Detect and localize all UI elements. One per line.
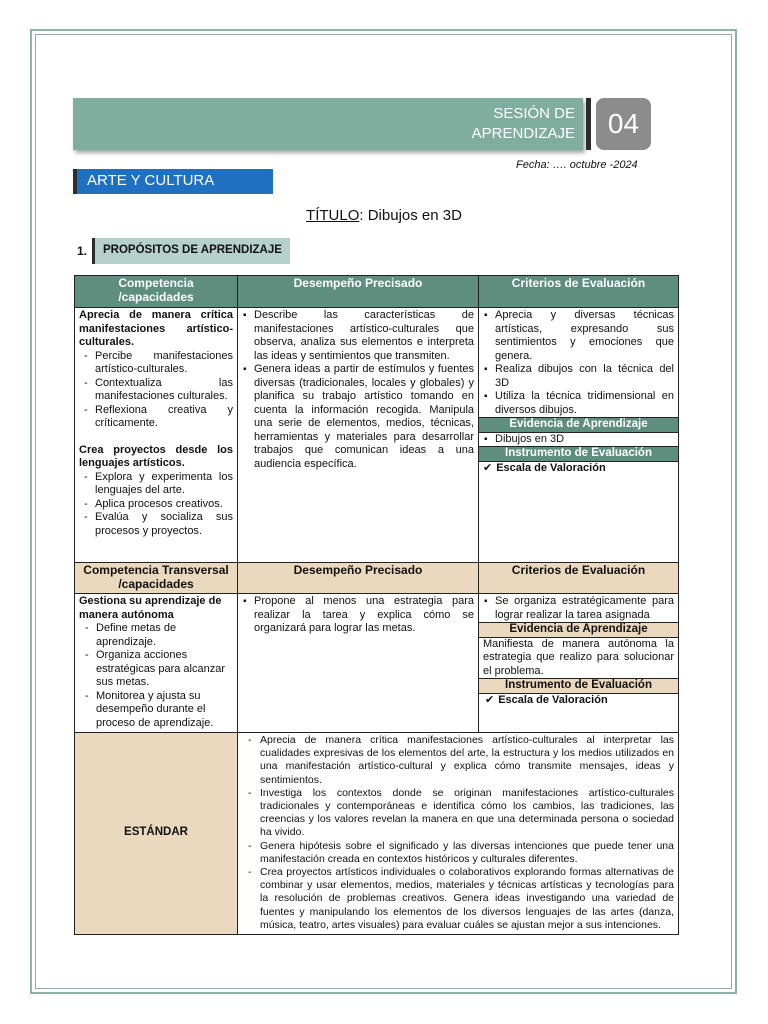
section-heading: PROPÓSITOS DE APRENDIZAJE — [92, 238, 290, 264]
competencia-1-caps — [79, 350, 233, 431]
competencia-2-caps — [79, 471, 233, 539]
estandar-label: ESTÁNDAR — [75, 733, 238, 935]
instrumento-item — [483, 462, 674, 476]
desempenos-list — [242, 309, 474, 471]
instrumento-heading: Instrumento de Evaluación — [479, 446, 678, 462]
competencia-2-title: Crea proyectos desde los lenguajes artísticos. — [79, 443, 233, 469]
table-row-estandar — [75, 733, 679, 935]
title-label: TÍTULO — [306, 207, 360, 224]
cap-item: - Define metas de aprendizaje. — [96, 622, 233, 649]
instrumento-text: Escala de Valoración — [496, 461, 606, 474]
estandar-item: - Investiga los contextos donde se originan manifestaciones artístico-culturales tradicionales y contemporáneas e identifica cómo los cambios, las tradiciones, las creencias y los valores revelan la manera en que una determinada persona o sociedad ha vivido. — [260, 787, 674, 840]
competencia-transversal-cell — [75, 594, 238, 733]
estandar-item: - Aprecia de manera crítica manifestaciones artístico-culturales al interpretar las cualidades expresivas de los elementos del arte, la estructura y los medios utilizados en una manifestación artístico-cultural y explica cómo transmite mensajes, ideas y sentimientos. — [260, 734, 674, 787]
cap-item: - Monitorea y ajusta su desempeño durante el proceso de aprendizaje. — [96, 690, 233, 731]
desempeno-t-list — [242, 595, 474, 636]
criterio-item: ▪ Utiliza la técnica tridimensional en diversos dibujos. — [495, 390, 674, 417]
cap-item: - Explora y experimenta los lenguajes del arte. — [95, 471, 233, 498]
evidencia-heading: Evidencia de Aprendizaje — [479, 417, 678, 433]
estandar-item: - Genera hipótesis sobre el significado y las diversas intenciones que puede tener una manifestación creada en contextos históricos y culturales diferentes. — [260, 840, 674, 866]
cap-item: - Contextualiza las manifestaciones culturales. — [95, 377, 233, 404]
instrumento-t-heading: Instrumento de Evaluación — [479, 678, 678, 694]
estandar-item: - Crea proyectos artísticos individuales o colaborativos explorando formas alternativas de combinar y usar elementos, medios, materiales y técnicas artísticas y tecnologías para la resolución de problemas creativos. Genera ideas investigando una variedad de fuentes y manipulando los elementos de los diversos lenguajes de las artes (danza, música, teatro, artes visuales) para evaluar cuáles se ajustan mejor a sus intenciones. — [260, 866, 674, 932]
table-header-row — [75, 276, 679, 308]
evidencia-t-text: Manifiesta de manera autónoma la estrategia que realizo para solucionar el problema. — [483, 637, 674, 677]
cap-item: - Reflexiona creativa y críticamente. — [95, 404, 233, 431]
page-title — [0, 207, 768, 224]
estandar-cell — [238, 733, 679, 935]
competencia-t-caps — [79, 622, 233, 730]
session-header-bar — [73, 98, 583, 150]
evidencia-item: ▪ Dibujos en 3D — [495, 433, 674, 447]
desempeno-transversal-cell — [238, 594, 479, 733]
header-desempeno-transversal: Desempeño Precisado — [238, 563, 479, 594]
check-icon: ✔ — [483, 461, 493, 474]
criterios-transversal-cell — [479, 594, 679, 733]
header-competencia: Competencia /capacidades — [75, 276, 238, 308]
desempeno-item: ▪ Describe las características de manifestaciones artístico-culturales que observa, analiza sus elementos e interpreta las ideas y sentimientos que transmiten. — [254, 309, 474, 363]
header-criterios-transversal: Criterios de Evaluación — [479, 563, 679, 594]
criterio-item: ▪ Realiza dibujos con la técnica del 3D — [495, 363, 674, 390]
session-number-badge: 04 — [596, 98, 651, 150]
criterios-list — [483, 309, 674, 417]
purposes-table — [74, 275, 679, 935]
estandar-list — [242, 734, 674, 932]
session-title-line2: APRENDIZAJE — [471, 125, 575, 142]
date-text: Fecha: …. octubre -2024 — [516, 159, 638, 171]
competencia-1-title: Aprecia de manera crítica manifestaciones artístico-culturales. — [79, 309, 233, 348]
cap-item: - Evalúa y socializa sus procesos y proyectos. — [95, 511, 233, 538]
desempenos-cell — [238, 308, 479, 563]
session-title-line1: SESIÓN DE — [493, 105, 575, 122]
header-separator — [586, 98, 591, 150]
criterio-t-list — [483, 595, 674, 622]
title-text: : Dibujos en 3D — [359, 207, 462, 224]
criterio-item: ▪ Se organiza estratégicamente para lograr realizar la tarea asignada — [495, 595, 674, 622]
table-row-competencias — [75, 308, 679, 563]
cap-item: - Percibe manifestaciones artístico-culturales. — [95, 350, 233, 377]
evidencia-t-heading: Evidencia de Aprendizaje — [479, 622, 678, 638]
check-icon: ✔ — [485, 693, 495, 706]
section-number: 1. — [77, 244, 88, 258]
desempeno-item: ▪ Genera ideas a partir de estímulos y fuentes diversas (tradicionales, locales y globales) y planifica su trabajo artístico tomando en cuenta la información recogida. Manipula una serie de elementos, medios, técnicas, herramientas y materiales para desarrollar trabajos que comunican ideas a una audiencia específica. — [254, 363, 474, 471]
session-title — [472, 104, 575, 144]
instrumento-t-text: Escala de Valoración — [498, 693, 608, 706]
table-row-transversal — [75, 594, 679, 733]
cap-item: - Aplica procesos creativos. — [95, 498, 233, 512]
criterio-item: ▪ Aprecia y diversas técnicas artísticas, expresando sus sentimientos y emociones que genera. — [495, 309, 674, 363]
header-competencia-transversal: Competencia Transversal /capacidades — [75, 563, 238, 594]
header-criterios: Criterios de Evaluación — [479, 276, 679, 308]
competencia-t-title: Gestiona su aprendizaje de manera autónoma — [79, 595, 222, 621]
criterios-cell — [479, 308, 679, 563]
cap-item: - Organiza acciones estratégicas para alcanzar sus metas. — [96, 649, 233, 690]
desempeno-item: ▪ Propone al menos una estrategia para realizar la tarea y explica cómo se organizará para lograr las metas. — [254, 595, 474, 636]
area-label: ARTE Y CULTURA — [73, 169, 273, 194]
evidencia-list — [483, 433, 674, 447]
table-header-row-transversal — [75, 563, 679, 594]
instrumento-t-item — [483, 694, 674, 708]
header-desempeno: Desempeño Precisado — [238, 276, 479, 308]
competencias-cell — [75, 308, 238, 563]
